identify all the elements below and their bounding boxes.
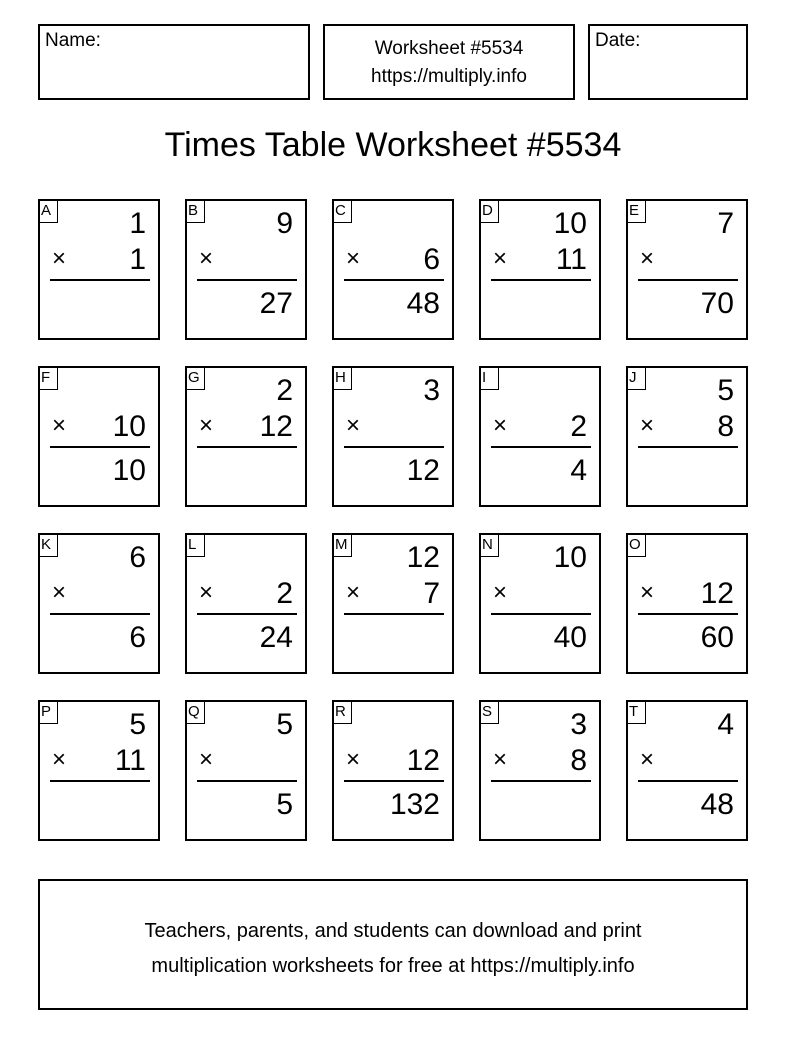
problem-letter: O bbox=[626, 533, 646, 557]
date-label: Date: bbox=[595, 30, 641, 51]
problem-answer[interactable]: 24 bbox=[259, 621, 293, 654]
times-sign: × bbox=[52, 412, 67, 439]
problem-top-number: 10 bbox=[553, 207, 587, 240]
footer-box bbox=[38, 879, 748, 1010]
problem-top-number: 6 bbox=[129, 541, 146, 574]
problem-cell bbox=[38, 366, 160, 507]
answer-rule bbox=[197, 780, 297, 782]
problem-letter: P bbox=[38, 700, 58, 724]
answer-rule bbox=[50, 446, 150, 448]
times-sign: × bbox=[52, 245, 67, 272]
times-sign: × bbox=[346, 579, 361, 606]
problem-bottom-number: 12 bbox=[259, 410, 293, 443]
times-sign: × bbox=[493, 579, 508, 606]
problem-answer[interactable]: 12 bbox=[406, 454, 440, 487]
problem-answer[interactable]: 10 bbox=[112, 454, 146, 487]
problem-bottom-number: 11 bbox=[555, 243, 587, 276]
problem-bottom-number: 11 bbox=[114, 744, 146, 777]
answer-rule bbox=[50, 780, 150, 782]
times-sign: × bbox=[52, 579, 67, 606]
problem-top-number: 12 bbox=[406, 541, 440, 574]
problem-letter: T bbox=[626, 700, 646, 724]
problem-cell bbox=[185, 199, 307, 340]
answer-rule bbox=[638, 446, 738, 448]
problem-letter: A bbox=[38, 199, 58, 223]
problem-letter: E bbox=[626, 199, 646, 223]
problem-letter: K bbox=[38, 533, 58, 557]
problem-letter: H bbox=[332, 366, 352, 390]
answer-rule bbox=[491, 279, 591, 281]
answer-rule bbox=[491, 780, 591, 782]
problem-bottom-number: 8 bbox=[570, 744, 587, 777]
answer-rule bbox=[344, 613, 444, 615]
problem-answer[interactable]: 40 bbox=[553, 621, 587, 654]
worksheet-url: https://multiply.info bbox=[371, 66, 527, 87]
problem-top-number: 5 bbox=[717, 374, 734, 407]
answer-rule bbox=[491, 613, 591, 615]
answer-rule bbox=[638, 613, 738, 615]
problem-bottom-number: 10 bbox=[112, 410, 146, 443]
problem-letter: I bbox=[479, 366, 499, 390]
times-sign: × bbox=[640, 746, 655, 773]
problem-cell bbox=[479, 700, 601, 841]
problem-bottom-number: 8 bbox=[717, 410, 734, 443]
problem-cell bbox=[479, 533, 601, 674]
times-sign: × bbox=[493, 746, 508, 773]
problem-cell bbox=[38, 199, 160, 340]
problem-top-number: 4 bbox=[717, 708, 734, 741]
problem-letter: N bbox=[479, 533, 499, 557]
problem-top-number: 10 bbox=[553, 541, 587, 574]
problem-letter: G bbox=[185, 366, 205, 390]
problem-answer[interactable]: 60 bbox=[700, 621, 734, 654]
times-sign: × bbox=[346, 245, 361, 272]
problem-cell bbox=[185, 533, 307, 674]
times-sign: × bbox=[199, 579, 214, 606]
problem-letter: L bbox=[185, 533, 205, 557]
times-sign: × bbox=[199, 245, 214, 272]
problem-top-number: 3 bbox=[570, 708, 587, 741]
answer-rule bbox=[344, 780, 444, 782]
times-sign: × bbox=[493, 245, 508, 272]
problem-cell bbox=[38, 533, 160, 674]
times-sign: × bbox=[640, 245, 655, 272]
problem-bottom-number: 1 bbox=[129, 243, 146, 276]
problem-letter: Q bbox=[185, 700, 205, 724]
problem-top-number: 1 bbox=[129, 207, 146, 240]
problem-bottom-number: 12 bbox=[406, 744, 440, 777]
problem-answer[interactable]: 27 bbox=[259, 287, 293, 320]
problem-letter: R bbox=[332, 700, 352, 724]
answer-rule bbox=[491, 446, 591, 448]
problem-cell bbox=[626, 199, 748, 340]
problem-answer[interactable]: 48 bbox=[406, 287, 440, 320]
problem-bottom-number: 6 bbox=[423, 243, 440, 276]
problem-cell bbox=[332, 199, 454, 340]
answer-rule bbox=[344, 279, 444, 281]
times-sign: × bbox=[52, 746, 67, 773]
times-sign: × bbox=[640, 412, 655, 439]
problem-cell bbox=[38, 700, 160, 841]
problem-top-number: 7 bbox=[717, 207, 734, 240]
problem-cell bbox=[332, 366, 454, 507]
problem-cell bbox=[479, 199, 601, 340]
answer-rule bbox=[638, 780, 738, 782]
answer-rule bbox=[50, 613, 150, 615]
footer-line-1: Teachers, parents, and students can download and print bbox=[144, 920, 642, 942]
times-sign: × bbox=[199, 412, 214, 439]
problem-cell bbox=[626, 533, 748, 674]
problem-answer[interactable]: 6 bbox=[129, 621, 146, 654]
problem-letter: M bbox=[332, 533, 352, 557]
times-sign: × bbox=[346, 746, 361, 773]
problem-top-number: 2 bbox=[276, 374, 293, 407]
problem-top-number: 9 bbox=[276, 207, 293, 240]
problem-letter: C bbox=[332, 199, 352, 223]
problem-top-number: 3 bbox=[423, 374, 440, 407]
worksheet-number: Worksheet #5534 bbox=[374, 38, 524, 59]
page-title: Times Table Worksheet #5534 bbox=[164, 126, 622, 164]
problem-bottom-number: 2 bbox=[570, 410, 587, 443]
problem-cell bbox=[332, 533, 454, 674]
problem-letter: S bbox=[479, 700, 499, 724]
times-sign: × bbox=[640, 579, 655, 606]
problem-top-number: 5 bbox=[276, 708, 293, 741]
problem-top-number: 5 bbox=[129, 708, 146, 741]
times-sign: × bbox=[199, 746, 214, 773]
answer-rule bbox=[50, 279, 150, 281]
problem-letter: F bbox=[38, 366, 58, 390]
name-label: Name: bbox=[45, 30, 101, 51]
problem-letter: J bbox=[626, 366, 646, 390]
answer-rule bbox=[197, 446, 297, 448]
problem-cell bbox=[626, 700, 748, 841]
answer-rule bbox=[197, 279, 297, 281]
problem-letter: D bbox=[479, 199, 499, 223]
problem-cell bbox=[332, 700, 454, 841]
answer-rule bbox=[197, 613, 297, 615]
times-sign: × bbox=[346, 412, 361, 439]
answer-rule bbox=[344, 446, 444, 448]
problem-bottom-number: 2 bbox=[276, 577, 293, 610]
problem-cell bbox=[626, 366, 748, 507]
problem-letter: B bbox=[185, 199, 205, 223]
problem-answer[interactable]: 132 bbox=[389, 788, 440, 821]
problem-bottom-number: 7 bbox=[423, 577, 440, 610]
problem-bottom-number: 12 bbox=[700, 577, 734, 610]
problem-answer[interactable]: 48 bbox=[700, 788, 734, 821]
problem-answer[interactable]: 4 bbox=[570, 454, 587, 487]
problem-cell bbox=[185, 700, 307, 841]
problem-answer[interactable]: 70 bbox=[700, 287, 734, 320]
times-sign: × bbox=[493, 412, 508, 439]
problem-cell bbox=[479, 366, 601, 507]
problem-cell bbox=[185, 366, 307, 507]
problem-answer[interactable]: 5 bbox=[276, 788, 293, 821]
footer-line-2: multiplication worksheets for free at https://multiply.info bbox=[151, 955, 635, 977]
answer-rule bbox=[638, 279, 738, 281]
